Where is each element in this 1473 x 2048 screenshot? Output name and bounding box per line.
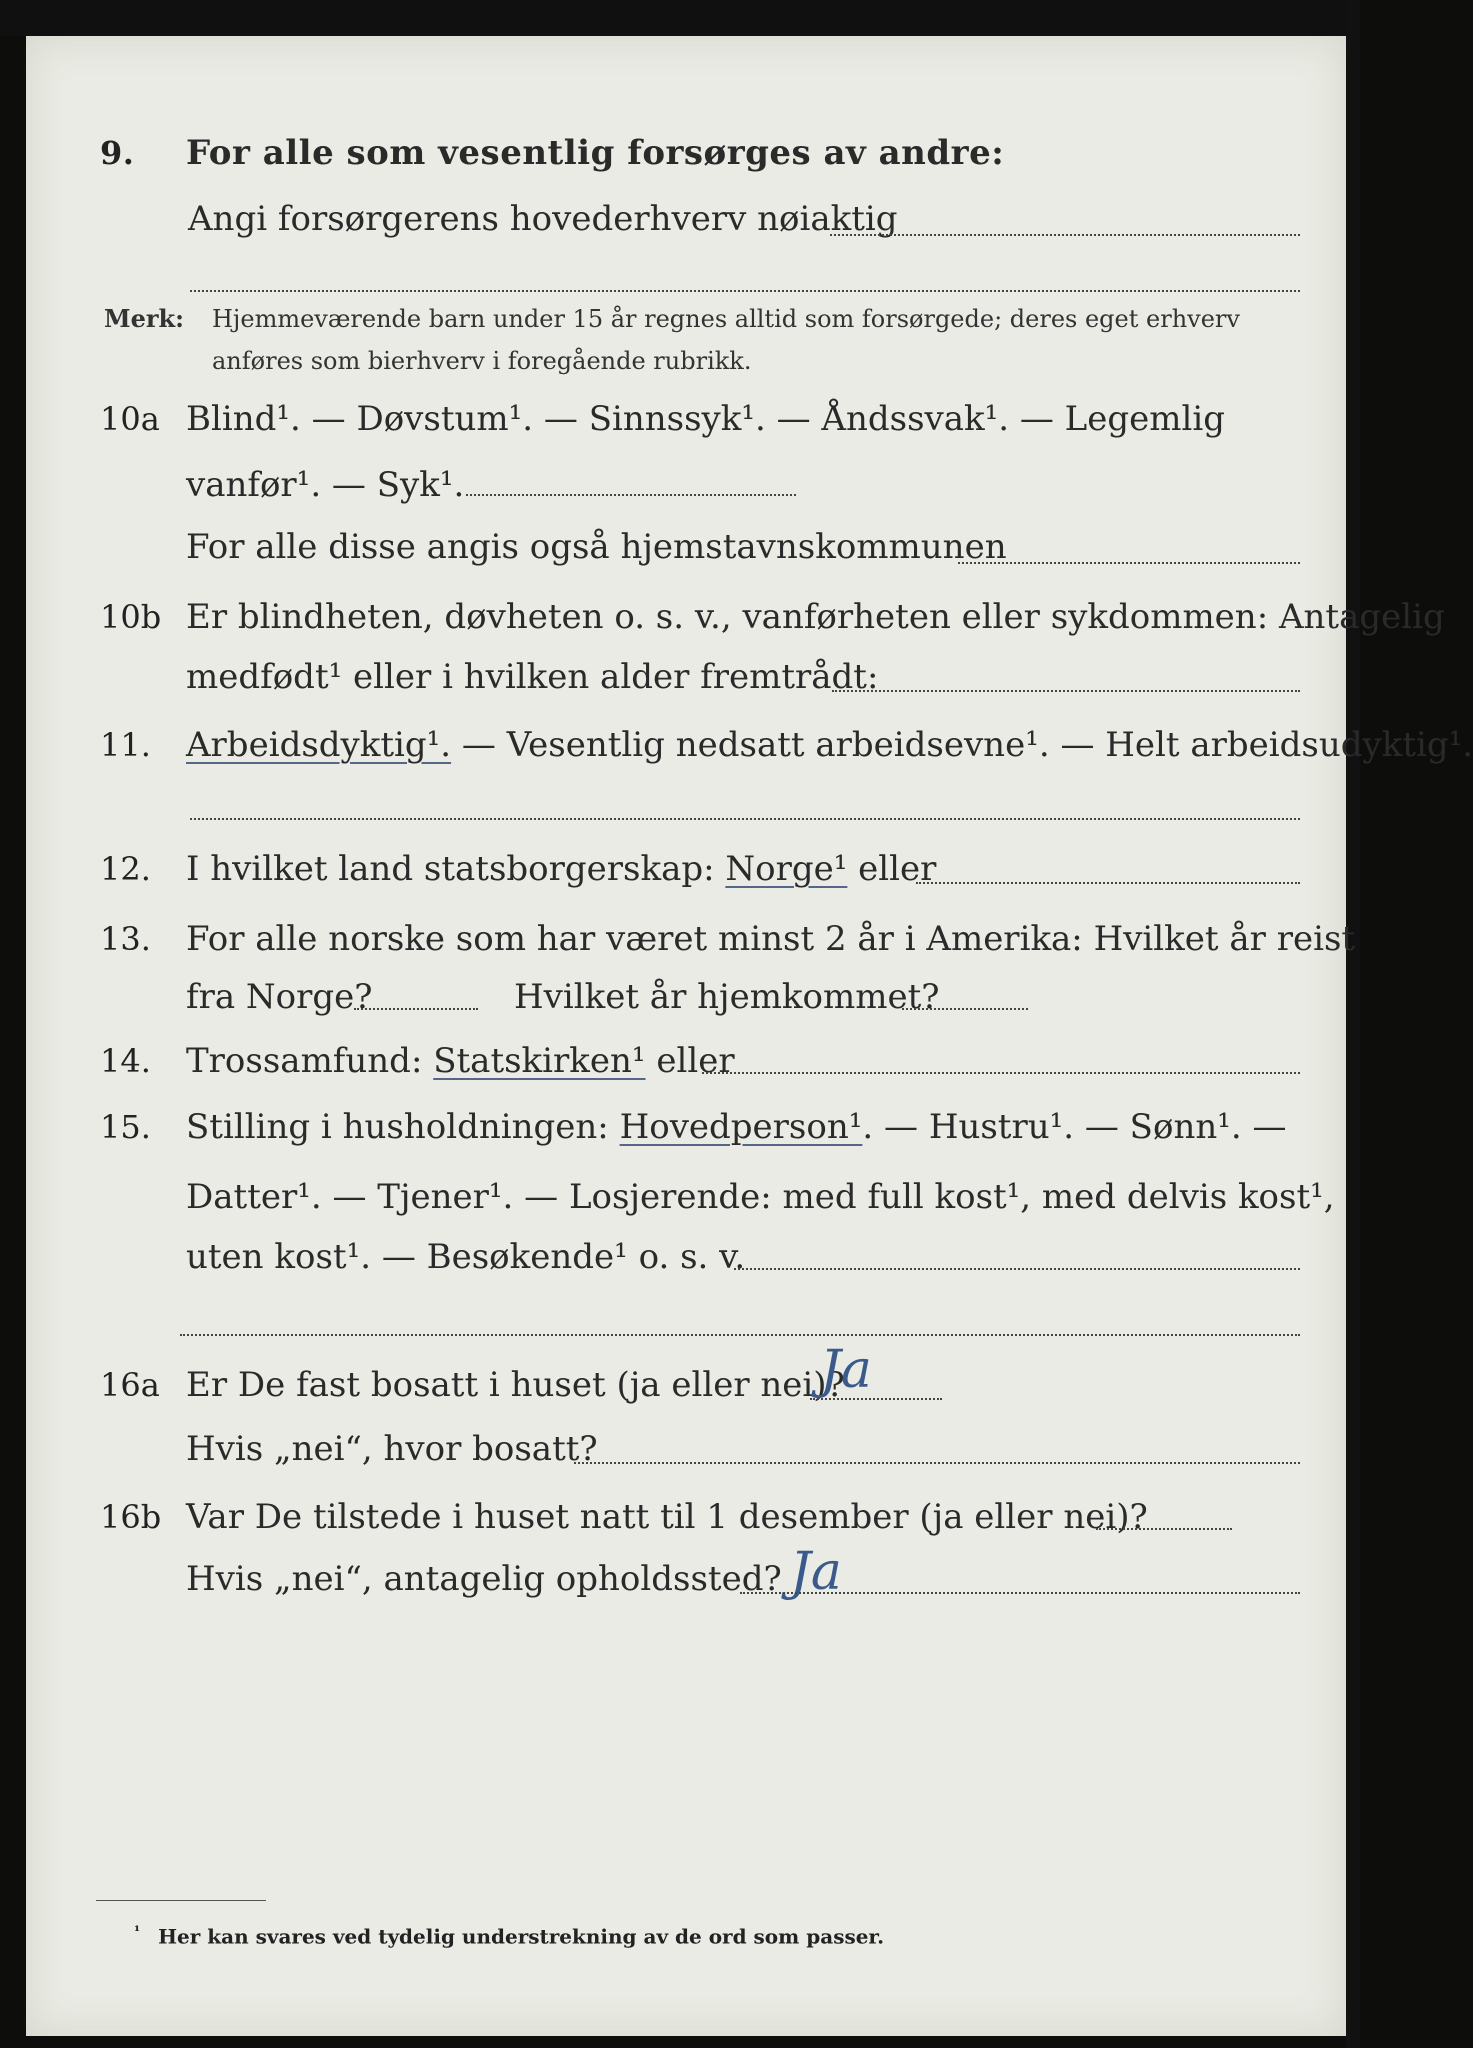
q9-answer-line[interactable]: [830, 234, 1300, 236]
q13-line2b: Hvilket år hjemkommet?: [514, 977, 940, 1017]
q16b-line2: Hvis „nei“, antagelig opholdssted?: [186, 1559, 782, 1599]
merk-line2: anføres som bierhverv i foregående rubrikk.: [212, 347, 752, 375]
q13-reist-line[interactable]: [354, 1008, 478, 1010]
q15-answer-line[interactable]: [734, 1268, 1300, 1270]
q13-number: 13.: [100, 920, 151, 958]
q15-line3: uten kost¹. — Besøkende¹ o. s. v.: [186, 1237, 746, 1277]
scan-right-border: [1346, 0, 1360, 2048]
q9-number: 9.: [100, 134, 135, 172]
q15-line2: Datter¹. — Tjener¹. — Losjerende: med full kost¹, med delvis kost¹,: [186, 1177, 1335, 1217]
q12-option-norge[interactable]: Norge¹: [725, 849, 848, 889]
q16b-answer-line[interactable]: [1096, 1528, 1232, 1530]
footnote-mark: ¹: [134, 1924, 141, 1940]
q14-post: eller: [645, 1041, 735, 1081]
q11-number: 11.: [100, 726, 151, 764]
q16a-answer-line[interactable]: [810, 1398, 942, 1400]
q12-post: eller: [847, 849, 937, 889]
footnote-rule: [96, 1900, 266, 1901]
q10a-syk-line[interactable]: [466, 494, 796, 496]
q15-text: [186, 1106, 1286, 1148]
q14-number: 14.: [100, 1042, 151, 1080]
q13-line2a: fra Norge?: [186, 977, 373, 1017]
q15-answer-line-2[interactable]: [180, 1334, 1300, 1336]
form-page: [26, 36, 1346, 2036]
q10a-line1: Blind¹. — Døvstum¹. — Sinnssyk¹. — Åndssvak¹. — Legemlig: [186, 399, 1225, 439]
q11-option-arbeidsdyktig[interactable]: Arbeidsdyktig¹.: [186, 725, 452, 765]
q14-answer-line[interactable]: [702, 1072, 1300, 1074]
q14-text: [186, 1040, 735, 1082]
footnote-text: Her kan svares ved tydelig understrekning av de ord som passer.: [158, 1924, 885, 1949]
q16b-number: 16b: [100, 1498, 162, 1536]
q16b-handwritten-answer[interactable]: Ja: [790, 1542, 842, 1602]
q10b-line2: medfødt¹ eller i hvilken alder fremtrådt:: [186, 657, 879, 697]
q11-rest: — Vesentlig nedsatt arbeidsevne¹. — Helt arbeidsudyktig¹.: [451, 725, 1473, 765]
q12-text: [186, 848, 936, 890]
q9-line2: Angi forsørgerens hovederhverv nøiaktig: [188, 199, 898, 239]
q16a-line1: Er De fast bosatt i huset (ja eller nei)?: [186, 1365, 845, 1405]
q10b-line1: Er blindheten, døvheten o. s. v., vanførheten eller sykdommen: Antagelig: [186, 597, 1445, 637]
q14-option-statskirken[interactable]: Statskirken¹: [433, 1041, 646, 1081]
q16b-line1: Var De tilstede i huset natt til 1 desember (ja eller nei)?: [186, 1497, 1148, 1537]
q11-answer-line[interactable]: [190, 818, 1300, 820]
scan-top-border: [0, 0, 1360, 36]
q10b-answer-line[interactable]: [832, 690, 1300, 692]
q10a-kommune-line[interactable]: [958, 562, 1300, 564]
q16a-handwritten-answer[interactable]: Ja: [820, 1340, 872, 1400]
q13-line1: For alle norske som har været minst 2 år i Amerika: Hvilket år reist: [186, 919, 1356, 959]
q12-number: 12.: [100, 850, 151, 888]
q16a-bosatt-line[interactable]: [574, 1462, 1300, 1464]
q14-pre: Trossamfund:: [186, 1041, 434, 1081]
q15-number: 15.: [100, 1108, 151, 1146]
q10a-number: 10a: [100, 400, 160, 438]
q15-pre: Stilling i husholdningen:: [186, 1107, 620, 1147]
q15-post: . — Hustru¹. — Sønn¹. —: [862, 1107, 1287, 1147]
q9-answer-line-2[interactable]: [190, 290, 1300, 292]
q10b-number: 10b: [100, 598, 162, 636]
q9-line1: For alle som vesentlig forsørges av andre:: [186, 133, 1005, 173]
q13-hjemkommet-line[interactable]: [902, 1008, 1028, 1010]
q16a-line2: Hvis „nei“, hvor bosatt?: [186, 1429, 598, 1469]
q12-answer-line[interactable]: [916, 882, 1300, 884]
merk-line1: Hjemmeværende barn under 15 år regnes alltid som forsørgede; deres eget erhverv: [212, 305, 1240, 333]
q10a-line3: For alle disse angis også hjemstavnskommunen: [186, 527, 1007, 567]
q12-pre: I hvilket land statsborgerskap:: [186, 849, 726, 889]
footnote: [134, 1924, 884, 1949]
q11-text: [186, 724, 1473, 766]
q16a-number: 16a: [100, 1366, 160, 1404]
q10a-line2: vanfør¹. — Syk¹.: [186, 465, 465, 505]
q16b-opholdssted-line[interactable]: [740, 1592, 1300, 1594]
merk-label: Merk:: [104, 304, 184, 333]
q15-option-hovedperson[interactable]: Hovedperson¹: [619, 1107, 863, 1147]
